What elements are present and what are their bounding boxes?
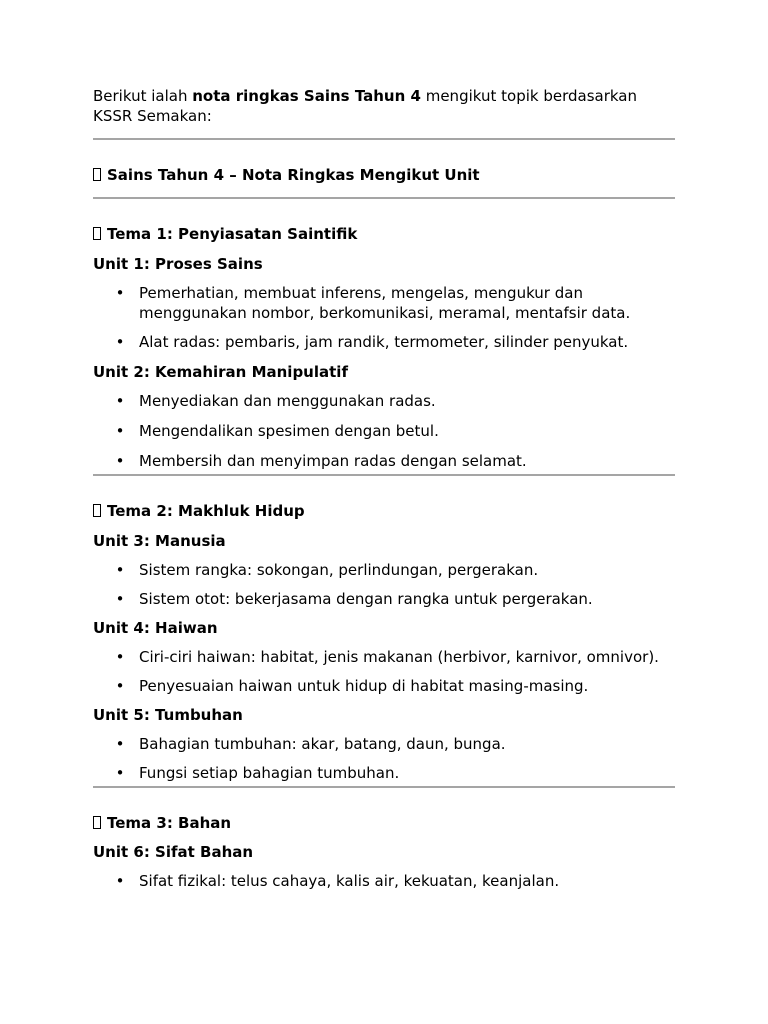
bullet-list <box>93 734 675 783</box>
list-item-text: Mengendalikan spesimen dengan betul. <box>139 422 439 440</box>
tema-heading <box>93 813 675 833</box>
list-item-text: Alat radas: pembaris, jam randik, termometer, silinder penyukat. <box>139 333 629 351</box>
list-item-text: Menyediakan dan menggunakan radas. <box>139 392 436 410</box>
intro-prefix: Berikut ialah <box>93 87 193 105</box>
missing-glyph-box-icon <box>93 168 101 181</box>
intro-bold-text: nota ringkas Sains Tahun 4 <box>192 87 421 105</box>
bullet-list <box>93 283 675 352</box>
document-title <box>93 165 675 185</box>
list-item-text: Fungsi setiap bahagian tumbuhan. <box>139 764 400 782</box>
list-item <box>93 451 675 471</box>
tema-heading-text: Tema 3: Bahan <box>107 814 232 832</box>
list-item <box>93 647 675 667</box>
list-item <box>93 589 675 609</box>
divider <box>93 138 675 140</box>
list-item-text: Membersih dan menyimpan radas dengan selamat. <box>139 452 527 470</box>
divider <box>93 786 675 788</box>
bullet-icon: • <box>115 677 125 695</box>
intro-paragraph <box>93 85 675 126</box>
document-title-text: Sains Tahun 4 – Nota Ringkas Mengikut Unit <box>107 166 480 184</box>
document-body <box>93 85 675 891</box>
bullet-icon: • <box>115 452 125 470</box>
intro-suffix: mengikut topik berdasarkan KSSR Semakan: <box>93 87 638 125</box>
bullet-icon: • <box>115 590 125 608</box>
bullet-list <box>93 560 675 609</box>
list-item-text: Bahagian tumbuhan: akar, batang, daun, bunga. <box>139 735 506 753</box>
list-item-text: Penyesuaian haiwan untuk hidup di habitat masing-masing. <box>139 677 589 695</box>
list-item <box>93 560 675 580</box>
list-item <box>93 734 675 754</box>
list-item <box>93 871 675 891</box>
bullet-icon: • <box>115 392 125 410</box>
list-item <box>93 676 675 696</box>
tema-heading-text: Tema 2: Makhluk Hidup <box>107 502 305 520</box>
list-item <box>93 421 675 441</box>
list-item-text: Ciri-ciri haiwan: habitat, jenis makanan (herbivor, karnivor, omnivor). <box>139 648 659 666</box>
bullet-icon: • <box>115 333 125 351</box>
unit-heading: Unit 6: Sifat Bahan <box>93 843 254 861</box>
list-item <box>93 763 675 783</box>
unit-heading: Unit 3: Manusia <box>93 532 226 550</box>
divider <box>93 197 675 199</box>
divider <box>93 474 675 476</box>
tema-heading-text: Tema 1: Penyiasatan Saintifik <box>107 225 358 243</box>
unit-heading: Unit 5: Tumbuhan <box>93 706 243 724</box>
bullet-icon: • <box>115 284 125 302</box>
bullet-icon: • <box>115 648 125 666</box>
list-item <box>93 391 675 411</box>
list-item-text: Sistem otot: bekerjasama dengan rangka untuk pergerakan. <box>139 590 593 608</box>
list-item <box>93 283 675 323</box>
list-item-text: Pemerhatian, membuat inferens, mengelas, mengukur dan menggunakan nombor, berkomunikasi, meramal, mentafsir data. <box>139 284 631 322</box>
list-item-text: Sistem rangka: sokongan, perlindungan, pergerakan. <box>139 561 539 579</box>
missing-glyph-box-icon <box>93 227 101 240</box>
unit-heading: Unit 2: Kemahiran Manipulatif <box>93 363 348 381</box>
missing-glyph-box-icon <box>93 816 101 829</box>
bullet-list <box>93 647 675 696</box>
bullet-list <box>93 871 675 891</box>
unit-heading: Unit 1: Proses Sains <box>93 255 263 273</box>
bullet-icon: • <box>115 561 125 579</box>
tema-heading <box>93 501 675 521</box>
tema-heading <box>93 224 675 244</box>
bullet-list <box>93 391 675 471</box>
bullet-icon: • <box>115 872 125 890</box>
list-item <box>93 332 675 352</box>
unit-heading: Unit 4: Haiwan <box>93 619 218 637</box>
bullet-icon: • <box>115 735 125 753</box>
list-item-text: Sifat fizikal: telus cahaya, kalis air, kekuatan, keanjalan. <box>139 872 560 890</box>
bullet-icon: • <box>115 764 125 782</box>
missing-glyph-box-icon <box>93 504 101 517</box>
bullet-icon: • <box>115 422 125 440</box>
